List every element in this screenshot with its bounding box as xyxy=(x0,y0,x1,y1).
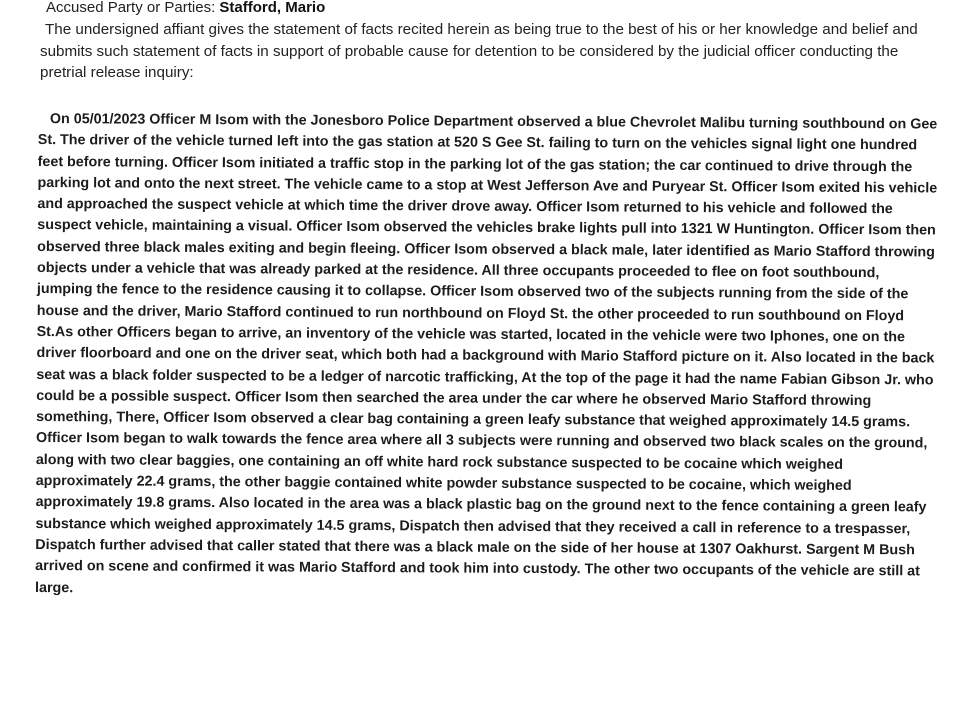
accused-party-line xyxy=(46,0,325,16)
accused-party-label: Accused Party or Parties: xyxy=(46,0,220,16)
affiant-statement-text: The undersigned affiant gives the statement of facts recited herein as being true to the best of his or her knowledge and belief and submits such statement of facts in support of probable cause for detention to be considered by the judicial officer conducting the pretrial release inquiry: xyxy=(40,21,918,81)
accused-party-name: Stafford, Mario xyxy=(219,0,326,16)
affiant-statement xyxy=(40,19,945,84)
statement-of-facts-text: On 05/01/2023 Officer M Isom with the Jonesboro Police Department observed a blue Chevrolet Malibu turning southbound on Gee St. The driver of the vehicle turned left into the gas station at 520 S Gee St. failing to turn on the vehicles signal light one hundred feet before turning. Officer Isom initiated a traffic stop in the parking lot of the gas station; the car continued to drive through the parking lot and onto the next street. The vehicle came to a stop at West Jefferson Ave and Puryear St. Officer Isom exited his vehicle and approached the suspect vehicle at which time the driver drove away. Officer Isom returned to his vehicle and followed the suspect vehicle, maintaining a visual. Officer Isom observed the vehicles brake lights pull into 1321 W Huntington. Officer Isom then observed three black males exiting and begin fleeing. Officer Isom observed a black male, later identified as Mario Stafford throwing objects under a vehicle that was already parked at the residence. All three occupants proceeded to flee on foot southbound, jumping the fence to the residence causing it to collapse. Officer Isom observed two of the subjects running from the side of the house and the driver, Mario Stafford continued to run northbound on Floyd St. the other proceeded to run southbound on Floyd St.As other Officers began to arrive, an inventory of the vehicle was started, located in the vehicle were two Iphones, one on the driver floorboard and one on the driver seat, which both had a background with Mario Stafford picture on it. Also located in the back seat was a black folder suspected to be a ledger of narcotic trafficking, At the top of the page it had the name Fabian Gibson Jr. who could be a possible suspect. Officer Isom then searched the area under the car where he observed Mario Stafford throwing something, There, Officer Isom observed a clear bag containing a green leafy substance that weighed approximately 14.5 grams. Officer Isom began to walk towards the fence area where all 3 subjects were running and observed two black scales on the ground, along with two clear baggies, one containing an off white hard rock substance suspected to be cocaine which weighed approximately 22.4 grams, the other baggie contained white powder substance suspected to be cocaine, which weighed approximately 19.8 grams. Also located in the area was a black plastic bag on the ground next to the fence containing a green leafy substance which weighed approximately 14.5 grams, Dispatch then advised that they received a call in reference to a trespasser, Dispatch further advised that caller stated that there was a black male on the side of her house at 1307 Oakhurst. Sargent M Bush arrived on scene and confirmed it was Mario Stafford and took him into custody. The other two occupants of the vehicle are still at large. xyxy=(35,111,938,596)
statement-of-facts xyxy=(35,109,938,604)
